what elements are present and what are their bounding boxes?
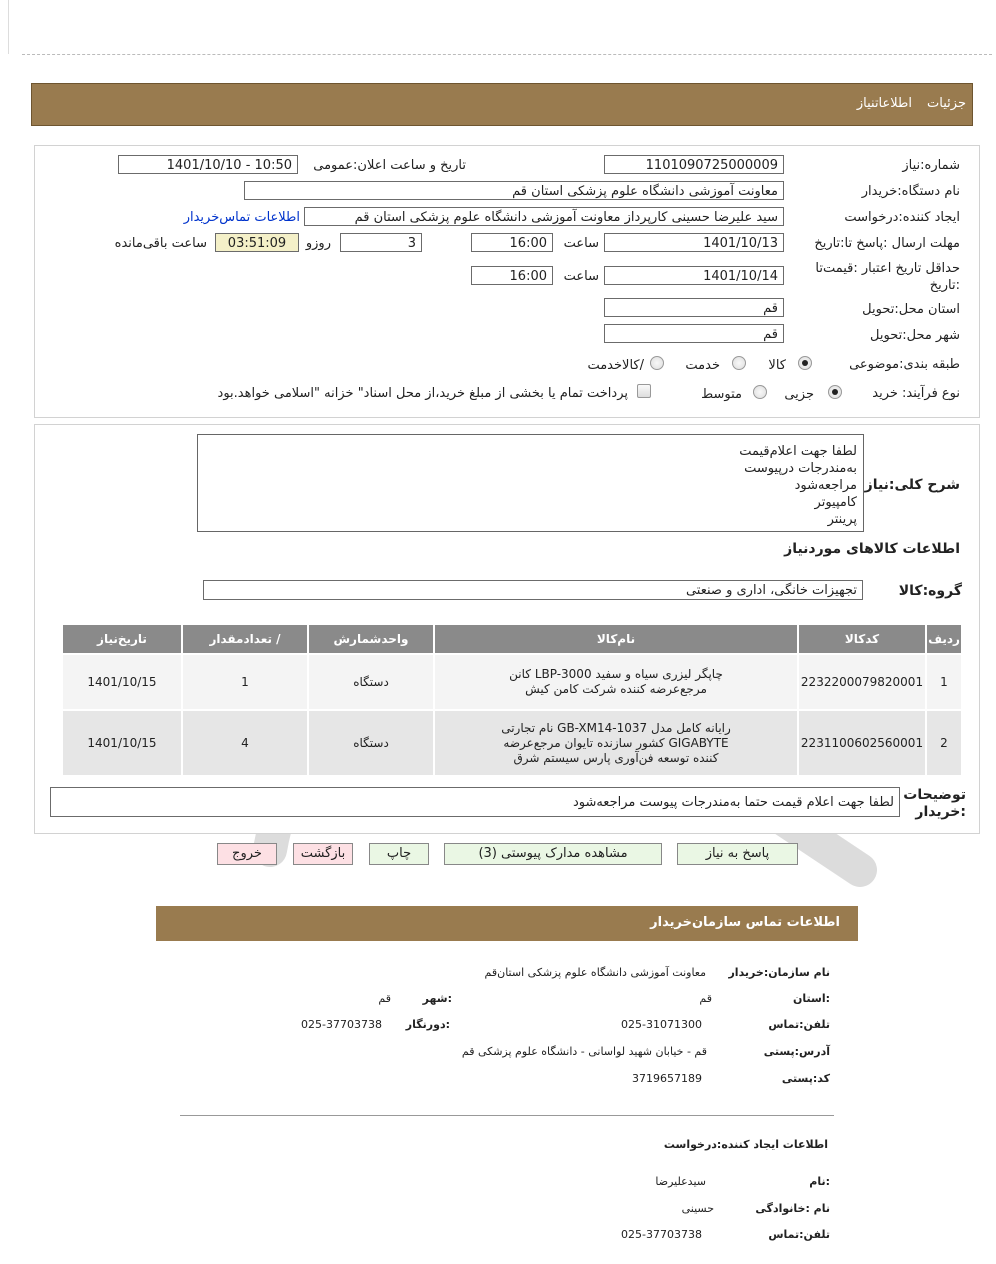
row-qty: 1 — [183, 655, 307, 709]
table-row — [63, 711, 961, 775]
days-field: 3 — [340, 233, 422, 252]
process-partial-label: جزیی — [784, 387, 814, 402]
deadline-time-label: ساعت — [563, 236, 599, 251]
row-date: 1401/10/15 — [63, 711, 181, 775]
creator-label: ایجاد کننده:درخواست — [844, 210, 960, 225]
exit-button[interactable]: خروج — [217, 843, 277, 865]
validity-date-field: 1401/10/14 — [604, 266, 784, 285]
province-label: استان محل:تحویل — [862, 302, 960, 317]
address-value: قم - خیابان شهید لواسانی - دانشگاه علوم پزشکی قم — [461, 1045, 707, 1058]
creator-family-label: نام :خانوادگی — [755, 1202, 830, 1215]
category-goods-label: کالا — [768, 358, 786, 373]
treasury-payment-label: پرداخت تمام یا بخشی از مبلغ خرید،از محل اسناد" خزانه "اسلامی خواهد.بود — [217, 386, 628, 401]
phone-value: 025-31071300 — [621, 1018, 702, 1031]
contact-title: اطلاعات تماس سازمان‌خریدار — [650, 915, 840, 930]
creator-name-label: :نام — [809, 1175, 830, 1188]
goods-group-label: گروه:کالا — [898, 583, 962, 599]
process-partial-radio[interactable] — [828, 385, 842, 399]
description-line: مراجعه‌شود — [794, 478, 857, 493]
row-name: چاپگر لیزری سیاه و سفید LBP-3000 کانن مرجع‌عرضه کننده شرکت کامن کیش — [509, 667, 723, 696]
row-qty: 4 — [183, 711, 307, 775]
category-service-label: خدمت — [685, 358, 720, 373]
creator-field: سید علیرضا حسینی کارپرداز معاونت آموزشی دانشگاه علوم پزشکی استان قم — [304, 207, 784, 226]
header-bar — [31, 83, 973, 126]
process-medium-label: متوسط — [701, 387, 742, 402]
category-both-radio[interactable] — [650, 356, 664, 370]
remaining-label: ساعت باقی‌مانده — [114, 236, 207, 251]
creator-phone-label: تلفن:تماس — [768, 1228, 830, 1241]
buyer-label: نام دستگاه:خریدار — [861, 184, 960, 199]
city-field: قم — [604, 324, 784, 343]
row-code: 2231100602560001 — [799, 711, 925, 775]
goods-table — [61, 623, 963, 777]
col-name: نام‌کالا — [435, 625, 797, 653]
postal-label: کد:پستی — [781, 1072, 830, 1085]
process-medium-radio[interactable] — [753, 385, 767, 399]
validity-label: حداقل تاریخ اعتبار :قیمت‌تا :تاریخ — [815, 261, 960, 293]
province-field: قم — [604, 298, 784, 317]
description-line: لطفا جهت اعلام‌قیمت — [739, 444, 857, 459]
announce-field: 1401/10/10 - 10:50 — [118, 155, 298, 174]
category-both-label: /کالاخدمت — [587, 358, 644, 373]
buyer-contact-link[interactable]: اطلاعات تماس‌خریدار — [183, 210, 300, 225]
col-qty: / تعدادمقدار — [183, 625, 307, 653]
row-unit: دستگاه — [309, 711, 433, 775]
remaining-time: 03:51:09 — [215, 233, 299, 252]
city-contact-label: :شهر — [422, 992, 452, 1005]
description-box — [197, 434, 864, 532]
buyer-notes-field: لطفا جهت اعلام قیمت حتما به‌مندرجات پیوست مراجعه‌شود — [50, 787, 900, 817]
need-number-label: شماره‌:نیاز — [902, 158, 960, 173]
province-contact-value: قم — [699, 992, 712, 1005]
category-label: طبقه بندی:موضوعی — [849, 357, 960, 372]
row-index: 1 — [927, 655, 961, 709]
col-code: کدکالا — [799, 625, 925, 653]
deadline-label: مهلت ارسال :پاسخ تا:تاریخ — [814, 236, 960, 251]
description-line: پرینتر — [827, 512, 857, 527]
attachments-button[interactable]: مشاهده مدارک پیوستی (3) — [444, 843, 662, 865]
row-unit: دستگاه — [309, 655, 433, 709]
phone-label: تلفن:تماس — [768, 1018, 830, 1031]
col-unit: واحدشمارش — [309, 625, 433, 653]
org-value: معاونت آموزشی دانشگاه علوم پزشکی استان‌قم — [484, 966, 706, 979]
treasury-payment-checkbox[interactable] — [637, 384, 651, 398]
deadline-date-field: 1401/10/13 — [604, 233, 784, 252]
category-service-radio[interactable] — [732, 356, 746, 370]
goods-group-field: تجهیزات خانگی، اداری و صنعتی — [203, 580, 863, 600]
city-label: شهر محل:تحویل — [870, 328, 960, 343]
creator-family-value: حسینی — [681, 1202, 714, 1215]
creator-name-value: سیدعلیرضا — [655, 1175, 706, 1188]
creator-info-title: اطلاعات ایجاد کننده:درخواست — [663, 1138, 828, 1151]
province-contact-label: :استان — [793, 992, 830, 1005]
buyer-field: معاونت آموزشی دانشگاه علوم پزشکی استان قم — [244, 181, 784, 200]
description-line: کامپیوتر — [814, 495, 857, 510]
table-row — [63, 655, 961, 709]
top-divider — [22, 54, 992, 55]
category-goods-radio[interactable] — [798, 356, 812, 370]
left-edge-line — [8, 0, 9, 54]
fax-value: 025-37703738 — [301, 1018, 382, 1031]
description-label: شرح کلی:نیاز — [864, 477, 960, 493]
col-date: تاریخ‌نیاز — [63, 625, 181, 653]
process-label: نوع فرآیند: خرید — [872, 386, 960, 401]
col-row: ردیف — [927, 625, 961, 653]
goods-table-header — [63, 625, 961, 653]
tab-need-info[interactable]: اطلاعاتنیاز — [856, 96, 912, 111]
fax-label: :دورنگار — [405, 1018, 450, 1031]
contact-header-bar — [156, 906, 858, 941]
address-label: آدرس:پستی — [763, 1045, 830, 1058]
tab-details[interactable]: جزئیات — [927, 96, 966, 111]
back-button[interactable]: بازگشت — [293, 843, 353, 865]
goods-section-title: اطلاعات کالاهای موردنیاز — [784, 541, 960, 557]
deadline-time-field: 16:00 — [471, 233, 553, 252]
row-date: 1401/10/15 — [63, 655, 181, 709]
row-index: 2 — [927, 711, 961, 775]
creator-phone-value: 025-37703738 — [621, 1228, 702, 1241]
org-label: نام سازمان:خریدار — [728, 966, 830, 979]
contact-divider — [180, 1115, 834, 1116]
validity-time-field: 16:00 — [471, 266, 553, 285]
city-contact-value: قم — [378, 992, 391, 1005]
reply-button[interactable]: پاسخ به نیاز — [677, 843, 798, 865]
print-button[interactable]: چاپ — [369, 843, 429, 865]
description-line: به‌مندرجات درپیوست — [744, 461, 857, 476]
need-number-field: 1101090725000009 — [604, 155, 784, 174]
buyer-notes-label: توضیحات :خریدار — [903, 787, 966, 820]
validity-time-label: ساعت — [563, 269, 599, 284]
row-code: 2232200079820001 — [799, 655, 925, 709]
announce-label: تاریخ و ساعت اعلان:عمومی — [313, 158, 466, 173]
row-name: رایانه کامل مدل GB-XM14-1037 نام تجارتی GIGABYTE کشور سازنده تایوان مرجع‌عرضه کننده توسعه فن‌آوری پارس سیستم شرق — [501, 720, 731, 765]
postal-value: 3719657189 — [632, 1072, 702, 1085]
days-label: روزو — [305, 236, 331, 251]
